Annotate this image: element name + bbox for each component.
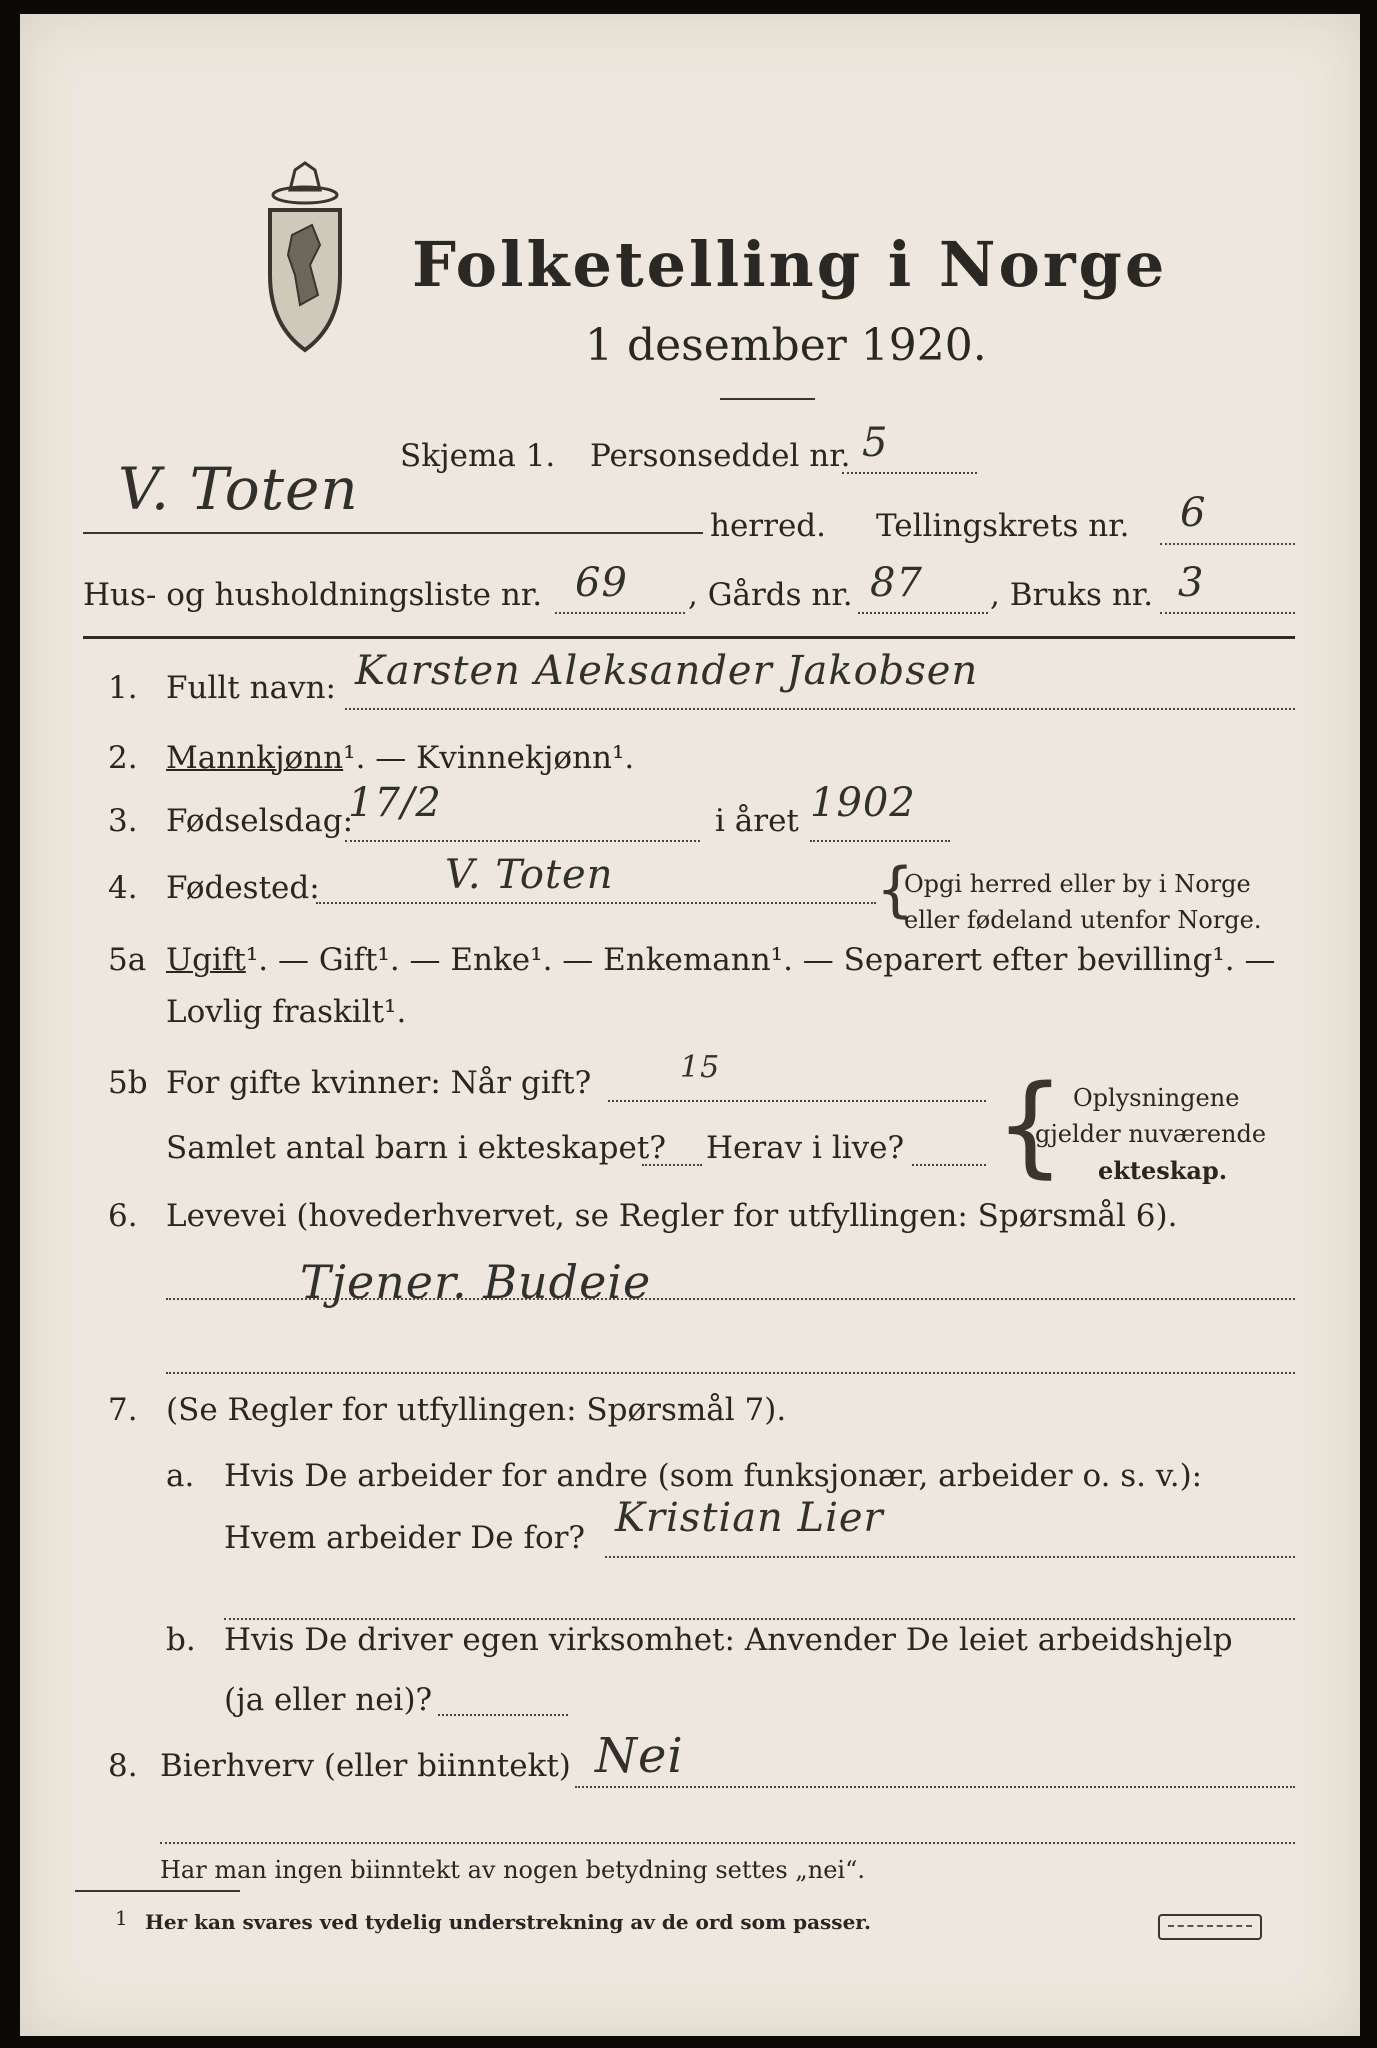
q3-birthday-value[interactable]: 17/2 [348,780,442,826]
q5b-alive-label: Herav i live? [706,1130,905,1166]
q4-label: Fødested: [166,870,320,906]
personseddel-value[interactable]: 5 [862,420,889,466]
q7a-question: Hvem arbeider De for? [224,1520,586,1556]
hus-line [555,612,685,614]
q5b-alive-line [912,1164,986,1166]
q4-line [316,902,876,904]
bruks-label: , Bruks nr. [990,577,1154,613]
q5b-brace: { [995,1061,1065,1189]
q7a-letter: a. [166,1458,195,1494]
q5a-status [166,942,1275,978]
q7-number: 7. [108,1392,138,1428]
gards-line [858,612,988,614]
q1-full-name[interactable]: Karsten Aleksander Jakobsen [355,648,979,694]
hus-value[interactable]: 69 [575,560,628,606]
q5b-married-value[interactable]: 15 [680,1050,721,1085]
q5b-number: 5b [108,1065,148,1101]
personseddel-label: Personseddel nr. [590,438,851,474]
q7b-question: (ja eller nei)? [224,1682,433,1718]
q5b-married-line [608,1100,986,1102]
footer-note: Har man ingen biinntekt av nogen betydning settes „nei“. [160,1856,865,1884]
q5b-note-line2: gjelder nuværende [1035,1120,1267,1148]
q6-label: Levevei (hovederhvervet, se Regler for utfyllingen: Spørsmål 6). [166,1198,1178,1234]
q8-line [575,1786,1295,1788]
header-divider [83,636,1295,639]
tellingskrets-value[interactable]: 6 [1180,490,1207,536]
q7-label: (Se Regler for utfyllingen: Spørsmål 7). [166,1392,787,1428]
bruks-line [1160,612,1295,614]
personseddel-line [842,472,977,474]
q7b-letter: b. [166,1622,196,1658]
q3-label: Fødselsdag: [166,803,354,839]
q3-year-label: i året [715,803,799,839]
q1-number: 1. [108,670,138,706]
q3-line [345,840,700,842]
q2-gender [166,740,634,776]
q5a-other-options[interactable]: ¹. — Gift¹. — Enke¹. — Enkemann¹. — Separert efter bevilling¹. — [245,942,1276,978]
q4-note-line1: Opgi herred eller by i Norge [904,870,1251,898]
q7a-label: Hvis De arbeider for andre (som funksjonær, arbeider o. s. v.): [224,1458,1203,1494]
q6-number: 6. [108,1198,138,1234]
q7b-line [438,1714,568,1716]
q2-number: 2. [108,740,138,776]
q5a-fraskilt-option[interactable]: Lovlig fraskilt¹. [166,994,407,1030]
q4-note-line2: eller fødeland utenfor Norge. [904,906,1262,934]
q4-brace: { [876,855,915,925]
gards-label: , Gårds nr. [688,577,853,613]
bruks-value[interactable]: 3 [1178,560,1205,606]
q4-birthplace-value[interactable]: V. Toten [445,852,614,898]
q2-kvinnekjonn-option[interactable]: ¹. — Kvinnekjønn¹. [343,740,635,776]
hus-label: Hus- og husholdningsliste nr. [83,577,543,613]
q7b-label: Hvis De driver egen virksomhet: Anvender De leiet arbeidshjelp [224,1622,1233,1658]
q5b-note-line1: Oplysningene [1073,1084,1240,1112]
herred-handwritten: V. Toten [118,455,359,523]
q4-number: 4. [108,870,138,906]
q6-line1 [166,1298,1295,1300]
q5b-married-label: For gifte kvinner: Når gift? [166,1065,592,1101]
q8-number: 8. [108,1748,138,1784]
footnote-divider [75,1890,240,1892]
q5a-ugift-option[interactable]: Ugift [166,942,246,978]
q1-line [345,708,1295,710]
q5b-note-line3: ekteskap. [1098,1156,1228,1185]
q2-mannkjonn-option[interactable]: Mannkjønn [166,740,344,776]
q8-label: Bierhverv (eller biinntekt) [160,1748,571,1784]
q5b-children-line [642,1164,702,1166]
gards-value[interactable]: 87 [870,560,923,606]
q1-label: Fullt navn: [166,670,336,706]
census-date: 1 desember 1920. [585,320,987,371]
tellingskrets-line [1160,543,1295,545]
q7a-line2 [224,1618,1295,1620]
herred-label: herred. [710,508,826,544]
form-title: Folketelling i Norge [412,228,1168,301]
q8-line2 [160,1842,1295,1844]
q5b-children-label: Samlet antal barn i ekteskapet? [166,1130,666,1166]
footnote-text: Her kan svares ved tydelig understrekning av de ord som passer. [145,1910,871,1934]
q3-number: 3. [108,803,138,839]
norway-coat-of-arms-icon [250,155,360,355]
q5a-number: 5a [108,942,147,978]
q6-line2 [166,1372,1295,1374]
footnote-mark: 1 [115,1906,128,1930]
printer-stamp [1158,1914,1262,1940]
q6-occupation-value[interactable]: Tjener. Budeie [300,1255,652,1309]
tellingskrets-label: Tellingskrets nr. [876,508,1130,544]
title-divider [720,398,815,400]
herred-line [83,532,703,534]
q7a-line [605,1556,1295,1558]
q3-year-value[interactable]: 1902 [810,780,916,826]
skjema-label: Skjema 1. [400,438,556,474]
q3-year-line [810,840,950,842]
q7a-employer-value[interactable]: Kristian Lier [615,1495,884,1541]
q8-side-income-value[interactable]: Nei [595,1728,684,1784]
